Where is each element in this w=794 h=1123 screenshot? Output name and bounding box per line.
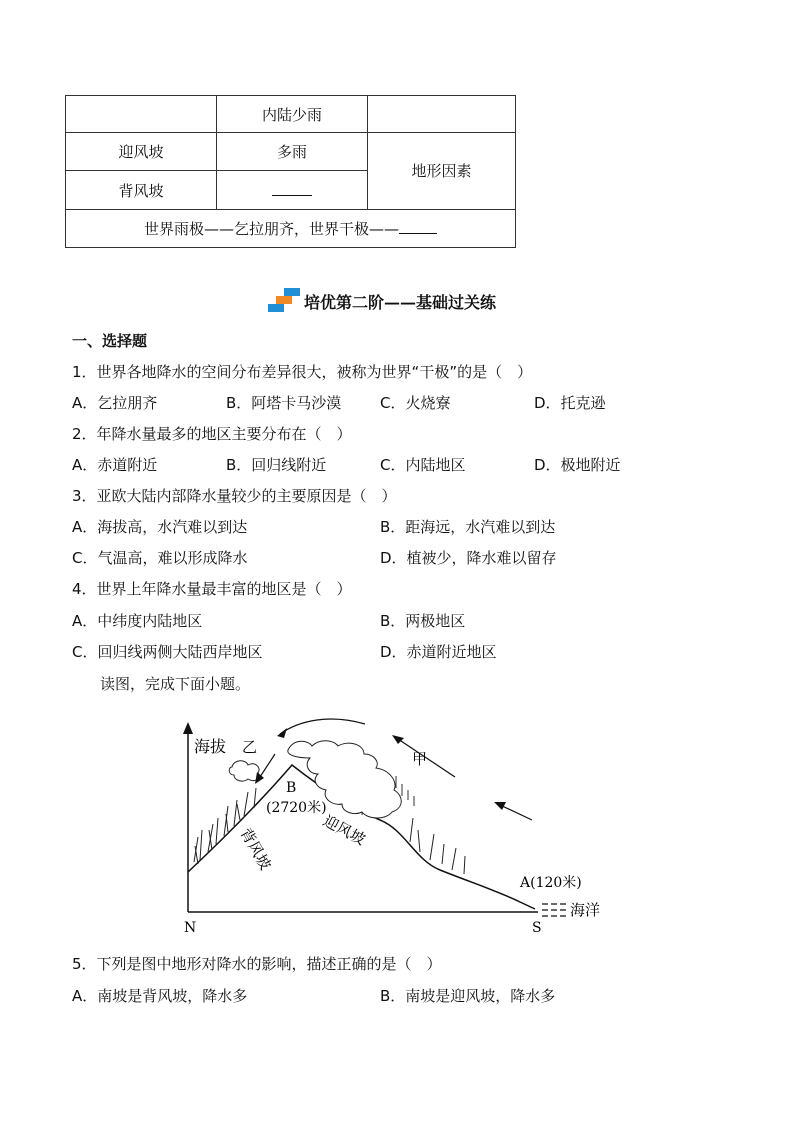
option-5b[interactable]: B．南坡是迎风坡，降水多 [380, 987, 556, 1005]
part-heading: 一、选择题 [72, 332, 148, 350]
section-icon [266, 288, 300, 314]
label-jia: 甲 [412, 750, 428, 768]
option-3d[interactable]: D．植被少，降水难以留存 [380, 549, 557, 567]
label-south: S [532, 920, 542, 936]
option-2b[interactable]: B．回归线附近 [226, 456, 327, 474]
label-peak-elevation: (2720米) [266, 800, 327, 816]
table-cell: 迎风坡 [66, 133, 217, 171]
answer-blank[interactable] [399, 219, 437, 234]
table-cell: 内陆少雨 [217, 96, 368, 133]
table-cell: 背风坡 [66, 171, 217, 209]
option-3c[interactable]: C．气温高，难以形成降水 [72, 549, 248, 567]
option-4d[interactable]: D．赤道附近地区 [380, 643, 497, 661]
label-windward: 迎风坡 [320, 811, 369, 849]
question-5: 5．下列是图中地形对降水的影响，描述正确的是（ ） [72, 955, 442, 973]
option-2c[interactable]: C．内陆地区 [380, 456, 466, 474]
cloud-yi [229, 761, 259, 781]
option-2d[interactable]: D．极地附近 [534, 456, 621, 474]
table-cell [217, 171, 368, 209]
table-cell [66, 96, 217, 133]
label-peak-b: B [286, 780, 297, 796]
table-cell: 地形因素 [368, 133, 516, 210]
table-cell [66, 209, 516, 247]
summary-table [65, 95, 516, 248]
label-sea: 海洋 [570, 901, 601, 919]
option-4b[interactable]: B．两极地区 [380, 612, 466, 630]
table-cell [368, 96, 516, 133]
y-axis-arrowhead [183, 722, 193, 734]
question-1: 1．世界各地降水的空间分布差异很大，被称为世界“干极”的是（ ） [72, 363, 533, 381]
option-3a[interactable]: A．海拔高，水汽难以到达 [72, 518, 248, 536]
question-4: 4．世界上年降水量最丰富的地区是（ ） [72, 580, 352, 598]
question-2: 2．年降水量最多的地区主要分布在（ ） [72, 425, 352, 443]
label-yi: 乙 [242, 738, 258, 756]
option-4a[interactable]: A．中纬度内陆地区 [72, 612, 203, 630]
label-leeward: 背风坡 [236, 825, 275, 873]
option-1b[interactable]: B．阿塔卡马沙漠 [226, 394, 342, 412]
label-north: N [184, 920, 197, 936]
option-1c[interactable]: C．火烧寮 [380, 394, 451, 412]
read-prompt: 读图，完成下面小题。 [100, 675, 251, 693]
option-1a[interactable]: A．乞拉朋齐 [72, 394, 158, 412]
answer-blank[interactable] [272, 181, 312, 196]
orographic-rain-diagram [180, 712, 620, 937]
sea-symbol [542, 904, 566, 916]
table-cell: 多雨 [217, 133, 368, 171]
option-4c[interactable]: C．回归线两侧大陆西岸地区 [72, 643, 263, 661]
section-title: 培优第二阶——基础过关练 [304, 292, 497, 312]
option-3b[interactable]: B．距海远，水汽难以到达 [380, 518, 556, 536]
option-2a[interactable]: A．赤道附近 [72, 456, 158, 474]
option-5a[interactable]: A．南坡是背风坡，降水多 [72, 987, 248, 1005]
option-1d[interactable]: D．托克逊 [534, 394, 606, 412]
table-footer-text: 世界雨极——乞拉朋齐，世界干极—— [143, 219, 399, 238]
question-3: 3．亚欧大陆内部降水量较少的主要原因是（ ） [72, 487, 397, 505]
axis-label-elevation: 海拔 [194, 737, 227, 756]
section-header [266, 288, 496, 314]
label-point-a: A(120米) [520, 875, 582, 891]
air-flow-arrow-top [280, 719, 365, 734]
